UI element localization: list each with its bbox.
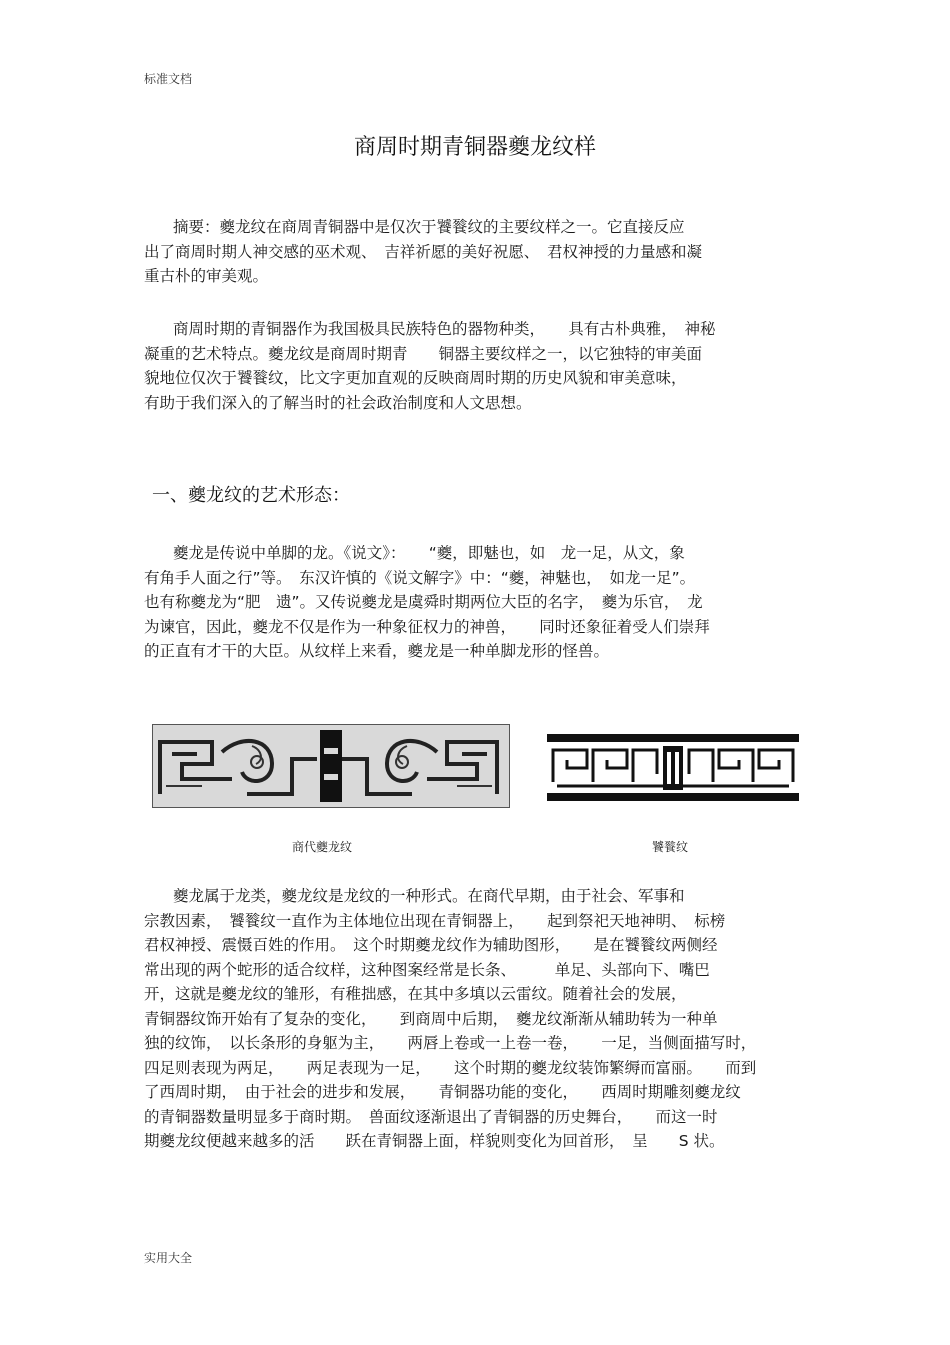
text-line: 凝重的艺术特点。夔龙纹是商周时期青 铜器主要纹样之一，以它独特的审美面 [144, 344, 703, 363]
text-line: 的正直有才干的大臣。从纹样上来看，夔龙是一种单脚龙形的怪兽。 [144, 642, 610, 660]
text-line: 了西周时期， 由于社会的进步和发展， 青铜器功能的变化， 西周时期雕刻夔龙纹 [144, 1083, 741, 1101]
figure-caption: 饕餮纹 [651, 840, 688, 854]
text-line: 四足则表现为两足， 两足表现为一足， 这个时期的夔龙纹装饰繁缛而富丽。 而到 [144, 1058, 757, 1077]
page-header: 标准文档 [144, 72, 193, 86]
text-line: 夔龙属于龙类，夔龙纹是龙纹的一种形式。在商代早期，由于社会、军事和 [173, 887, 685, 905]
document-title: 商周时期青铜器夔龙纹样 [353, 135, 596, 160]
intro-paragraph [144, 317, 809, 415]
text-line: 摘要：夔龙纹在商周青铜器中是仅次于饕餮纹的主要纹样之一。它直接反应 [173, 218, 685, 236]
page-footer: 实用大全 [144, 1251, 193, 1265]
kui-dragon-image [152, 724, 510, 808]
text-line: 独的纹饰， 以长条形的身躯为主， 两唇上卷或一上卷一卷， 一足，当侧面描写时， [144, 1034, 757, 1052]
text-line: 夔龙是传说中单脚的龙。《说文》： “夔，即魅也，如 龙一足，从文，象 [173, 544, 685, 562]
abstract-paragraph [144, 215, 809, 289]
text-line: 的青铜器数量明显多于商时期。 兽面纹逐渐退出了青铜器的历史舞台， 而这一时 [144, 1107, 718, 1126]
text-line: 有角手人面之行”等。 东汉许慎的《说文解字》中：“夔，神魅也， 如龙一足”。 [144, 568, 696, 587]
text-line: 有助于我们深入的了解当时的社会政治制度和人文思想。 [144, 393, 532, 412]
text-line: 开，这就是夔龙纹的雏形，有稚拙感，在其中多填以云雷纹。随着社会的发展， [144, 985, 687, 1003]
text-line: 商周时期的青铜器作为我国极具民族特色的器物种类， 具有古朴典雅， 神秘 [173, 320, 716, 338]
text-line: 宗教因素， 饕餮纹一直作为主体地位出现在青铜器上， 起到祭祀天地神明、 标榜 [144, 911, 726, 930]
section-heading: 一、夔龙纹的艺术形态： [152, 485, 350, 506]
text-line: 常出现的两个蛇形的适合纹样，这种图案经常是长条、 单足、头部向下、嘴巴 [144, 960, 710, 979]
section1-paragraph-1 [144, 541, 809, 664]
section1-paragraph-2 [144, 884, 809, 1154]
text-line: 为谏官，因此，夔龙不仅是作为一种象征权力的神兽， 同时还象征着受人们崇拜 [144, 617, 710, 636]
text-line: 也有称夔龙为“肥 遗”。又传说夔龙是虞舜时期两位大臣的名字， 夔为乐官， 龙 [144, 593, 703, 611]
taotie-image [547, 734, 799, 801]
figure-caption: 商代夔龙纹 [291, 840, 352, 854]
text-line: 君权神授、震慑百姓的作用。 这个时期夔龙纹作为辅助图形， 是在饕餮纹两侧经 [144, 936, 718, 954]
text-line: 出了商周时期人神交感的巫术观、 吉祥祈愿的美好祝愿、 君权神授的力量感和凝 [144, 242, 703, 261]
text-line: 貌地位仅次于饕餮纹，比文字更加直观的反映商周时期的历史风貌和审美意味， [144, 369, 687, 387]
text-line: 重古朴的审美观。 [144, 267, 269, 285]
text-line: 期夔龙纹便越来越多的活 跃在青铜器上面，样貌则变化为回首形， 呈 S 状。 [144, 1132, 725, 1150]
text-line: 青铜器纹饰开始有了复杂的变化， 到商周中后期， 夔龙纹渐渐从辅助转为一种单 [144, 1009, 718, 1028]
